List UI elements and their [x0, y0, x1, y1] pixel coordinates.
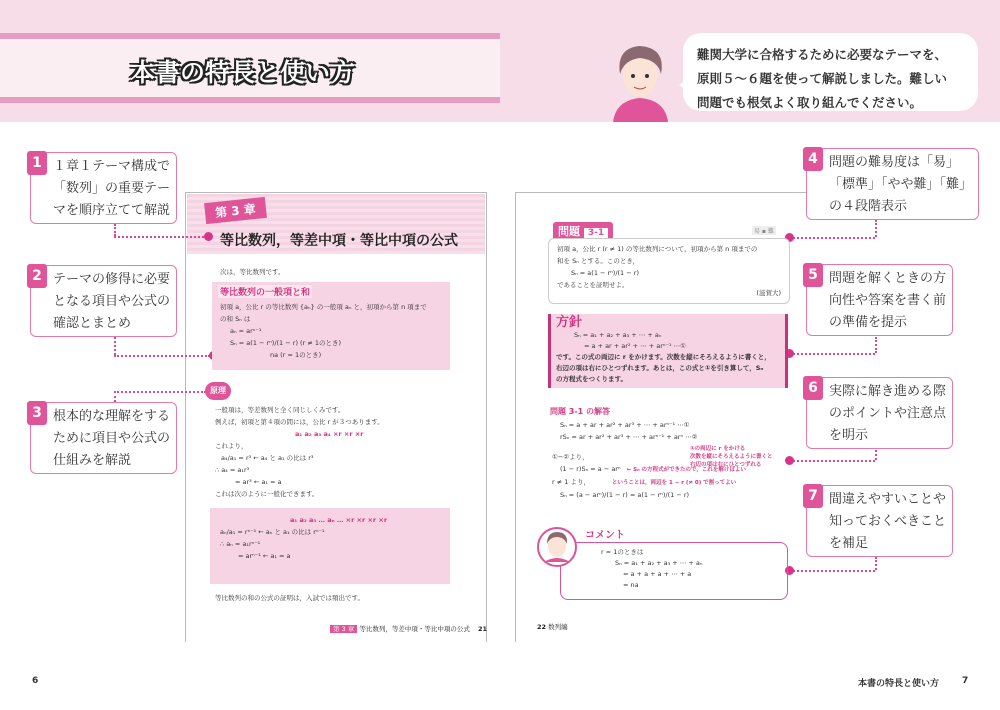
comment-avatar-icon — [537, 524, 577, 570]
formula-line: na (r = 1のとき) — [270, 351, 322, 359]
callout-line: 「数列」の重要テー — [53, 181, 171, 196]
callout-line: ために項目や公式の — [53, 431, 171, 446]
formula-box-title: 等比数列の一般項と和 — [218, 285, 312, 298]
connector-5 — [790, 353, 875, 355]
pink-line: ∴ aₙ = a₁rⁿ⁻¹ — [220, 540, 261, 548]
comment-line: r = 1のときは — [601, 548, 644, 556]
callout-number: 6 — [803, 376, 823, 400]
pink-line: = arⁿ⁻¹ ← a₁ = a — [238, 552, 291, 560]
body-line: これより， — [215, 442, 248, 450]
answer-line: (1 − r)Sₙ = a − arⁿ — [560, 465, 621, 473]
body-line: = ar³ ← a₁ = a — [235, 478, 282, 486]
formula-line: 初項 a，公比 r の等比数列 {aₙ} の一般項 aₙ と，初項から第 n 項まで — [220, 303, 427, 311]
callout-2 — [30, 265, 177, 337]
body-line: a₄/a₁ = r³ ← a₄ と a₁ の比は r³ — [221, 454, 314, 462]
callout-line: テーマの修得に必要 — [53, 272, 171, 287]
answer-line: Sₙ = (a − arⁿ)/(1 − r) = a(1 − rⁿ)/(1 − r) — [560, 491, 690, 499]
bubble-line: 原則５〜６題を使って解説しました。難しい — [697, 71, 948, 86]
problem-label-text: 問題 — [558, 225, 580, 238]
callout-line: の４段階表示 — [829, 199, 908, 214]
callout-1 — [30, 152, 177, 224]
policy-line: です。この式の両辺に r をかけます。次数を縦にそろえるように書くと， — [556, 353, 771, 361]
connector-1 — [114, 236, 204, 238]
footer-chapter: 第 3 章 — [330, 625, 357, 633]
intro-text: 次は，等比数列です。 — [220, 268, 285, 276]
callout-number: 2 — [27, 264, 47, 288]
right-page-footer — [537, 622, 568, 631]
callout-3 — [30, 402, 177, 474]
right-page-number: 7 — [962, 676, 969, 686]
callout-7 — [806, 485, 953, 557]
callout-line: 仕組みを解説 — [53, 453, 132, 468]
callout-number: 1 — [27, 151, 47, 175]
footer-page-number: 22 — [537, 623, 547, 631]
connector-6 — [790, 460, 875, 462]
formula-line: の和 Sₙ は — [220, 315, 251, 323]
callout-line: 向性や答案を書く前 — [829, 293, 947, 308]
connector-segment — [875, 450, 877, 460]
callout-line: １章１テーマ構成で — [53, 159, 171, 174]
closing-text: 等比数列の和の公式の証明は，入試では頻出です。 — [215, 594, 364, 602]
body-line: 一般項は，等差数列と全く同じしくみです。 — [215, 406, 345, 414]
callout-6 — [806, 377, 953, 449]
callout-line: のポイントや注意点 — [829, 406, 947, 421]
note-line: ということは，両辺を 1 − r (≠ 0) で割ってよい — [612, 480, 737, 486]
callout-number: 4 — [803, 147, 823, 171]
callout-line: 問題の難易度は「易」 — [829, 155, 960, 170]
connector-segment — [875, 220, 877, 237]
comment-line: Sₙ = a₁ + a₂ + a₃ + ⋯ + aₙ — [615, 559, 703, 567]
problem-number: 3-1 — [584, 228, 608, 238]
callout-5 — [806, 264, 953, 336]
problem-line: Sₙ = a(1 − rⁿ)/(1 − r) — [571, 269, 639, 277]
policy-line: の方程式をつくります。 — [556, 375, 627, 383]
formula-box — [212, 282, 450, 370]
callout-line: 実際に解き進める際 — [829, 384, 947, 399]
note-line: 次数を縦にそろえるように書くと — [690, 454, 773, 460]
policy-box — [548, 314, 788, 388]
connector-2 — [114, 355, 210, 357]
footer-section: 数列編 — [548, 623, 568, 631]
problem-line: であることを証明せよ。 — [557, 281, 629, 289]
left-page-number: 6 — [32, 676, 39, 686]
callout-line: となる項目や公式の — [53, 294, 171, 309]
callout-number: 7 — [803, 484, 823, 508]
answer-label: 問題 3-1 の解答 — [550, 407, 611, 416]
callout-line: を補足 — [829, 536, 869, 551]
header-stripe — [0, 97, 500, 103]
chapter-badge: 第 3 章 — [204, 197, 267, 224]
connector-segment — [875, 337, 877, 353]
comment-line: = a + a + a + ⋯ + a — [623, 570, 692, 578]
answer-line: ①−②より， — [552, 453, 589, 461]
problem-box — [548, 238, 790, 304]
callout-line: の準備を提示 — [829, 315, 908, 330]
chapter-title: 等比数列，等差中項・等比中項の公式 — [220, 233, 458, 249]
note-line: ← Sₙ の方程式ができたので，これを解けばよい — [626, 467, 746, 473]
formula-line: aₙ = arⁿ⁻¹ — [230, 327, 262, 335]
callout-line: 確認とまとめ — [53, 316, 132, 331]
bubble-line: 問題でも根気よく取り組んでください。 — [697, 95, 923, 110]
answer-line: Sₙ = a + ar + ar² + ar³ + ⋯ + arⁿ⁻¹ ⋯① — [560, 421, 690, 429]
problem-line: 初項 a，公比 r (r ≠ 1) の等比数列について，初項から第 n 項までの — [557, 245, 758, 253]
right-footer-title: 本書の特長と使い方 — [858, 679, 940, 689]
connector-3 — [114, 391, 206, 393]
callout-line: 「標準」「やや難」「難」 — [829, 177, 973, 192]
body-line: これは次のように一般化できます。 — [215, 490, 319, 498]
connector-dot — [785, 456, 794, 465]
author-avatar-icon — [608, 40, 673, 122]
body-line: 例えば，初項と第４項の間には，公比 r が３つあります。 — [215, 418, 384, 426]
callout-line: を明示 — [829, 428, 869, 443]
callout-number: 3 — [27, 401, 47, 425]
policy-line: 右辺の項は右にひとつずれます。あとは，この式と①を引き算して，Sₙ — [556, 364, 764, 372]
comment-line: = na — [623, 581, 639, 589]
callout-4 — [806, 148, 979, 220]
connector-7 — [790, 570, 875, 572]
callout-line: 知っておくべきこと — [829, 514, 947, 529]
generalization-box — [210, 508, 450, 584]
difficulty-indicator: 易 ▪ 難 — [754, 228, 774, 235]
bubble-line: 難関大学に合格するために必要なテーマを、 — [697, 47, 948, 62]
page-title: 本書の特長と使い方 — [130, 58, 356, 87]
callout-line: 根本的な理解をする — [53, 409, 171, 424]
pink-line: a₁ a₂ a₃ … aₙ … ×r ×r ×r ×r — [290, 516, 388, 524]
body-line: a₁ a₂ a₃ a₄ ×r ×r ×r — [295, 430, 364, 438]
pink-line: aₙ/a₁ = rⁿ⁻¹ ← aₙ と a₁ の比は rⁿ⁻¹ — [220, 528, 325, 536]
callout-line: 問題を解くときの方 — [829, 271, 947, 286]
connector-segment — [114, 224, 116, 236]
answer-line: rSₙ = ar + ar² + ar³ + ⋯ + arⁿ⁻¹ + arⁿ ⋯② — [560, 433, 698, 441]
problem-line: 和を Sₙ とする。このとき， — [557, 257, 640, 265]
policy-line: Sₙ = a₁ + a₂ + a₃ + ⋯ + aₙ — [574, 331, 662, 339]
body-line: ∴ a₄ = a₁r³ — [215, 466, 250, 474]
policy-label: 方針 — [556, 315, 583, 330]
footer-page-number: 21 — [477, 625, 487, 633]
formula-line: Sₙ = a(1 − rⁿ)/(1 − r) (r ≠ 1のとき) — [230, 339, 341, 347]
callout-line: 間違えやすいことや — [829, 492, 947, 507]
note-line: ①の両辺に r をかける — [690, 446, 746, 452]
connector-segment — [875, 557, 877, 570]
answer-line: r ≠ 1 より， — [552, 478, 590, 486]
connector-segment — [114, 337, 116, 355]
callout-line: マを順序立てて解説 — [53, 203, 171, 218]
callout-number: 5 — [803, 263, 823, 287]
note-line: 右辺の項は右にひとつずれる — [690, 462, 762, 468]
left-page-footer — [330, 624, 487, 633]
connector-dot — [204, 232, 213, 241]
comment-label: コメント — [585, 530, 625, 541]
comment-box — [560, 542, 788, 600]
policy-line: = a + ar + ar² + ⋯ + arⁿ⁻¹ ⋯① — [584, 342, 686, 350]
author-speech-bubble — [683, 33, 978, 111]
principle-badge: 原理 — [205, 382, 231, 400]
problem-source: (滋賀大) — [756, 289, 781, 297]
connector-4 — [790, 237, 875, 239]
footer-title: 等比数列，等差中項・等比中項の公式 — [359, 625, 470, 633]
